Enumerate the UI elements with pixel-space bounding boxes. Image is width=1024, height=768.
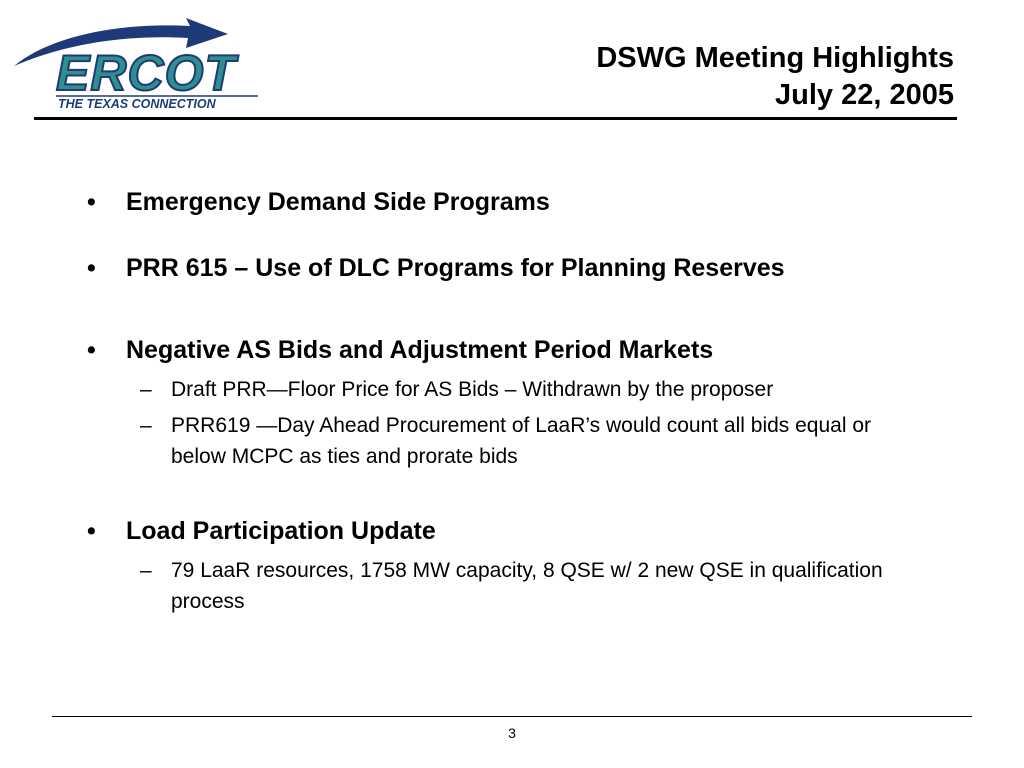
bullet-icon: • <box>87 254 96 282</box>
bullet-icon: • <box>87 517 96 545</box>
svg-text:ERCOT: ERCOT <box>56 45 236 101</box>
footer-divider <box>52 716 972 717</box>
dash-icon: – <box>140 414 152 437</box>
bullet-icon: • <box>87 336 96 364</box>
bullet-text: Load Participation Update <box>126 517 436 545</box>
sub-bullet-text: 79 LaaR resources, 1758 MW capacity, 8 QSE w/ 2 new QSE in qualification process <box>171 559 883 613</box>
bullet-text: Negative AS Bids and Adjustment Period Markets <box>126 336 714 364</box>
sub-bullet-text: Draft PRR—Floor Price for AS Bids – Withdrawn by the proposer <box>171 378 774 401</box>
slide-title-line1: DSWG Meeting Highlights <box>596 42 954 74</box>
bullet-text: Emergency Demand Side Programs <box>126 188 550 216</box>
page-number: 3 <box>508 725 516 741</box>
svg-text:THE TEXAS CONNECTION: THE TEXAS CONNECTION <box>58 97 216 111</box>
dash-icon: – <box>140 559 152 582</box>
sub-bullet-text: PRR619 —Day Ahead Procurement of LaaR’s would count all bids equal or below MCPC as ties and prorate bids <box>171 414 872 468</box>
slide-title-date: July 22, 2005 <box>775 79 954 111</box>
dash-icon: – <box>140 378 152 401</box>
bullet-icon: • <box>87 188 96 216</box>
bullet-text: PRR 615 – Use of DLC Programs for Planning Reserves <box>126 254 785 282</box>
